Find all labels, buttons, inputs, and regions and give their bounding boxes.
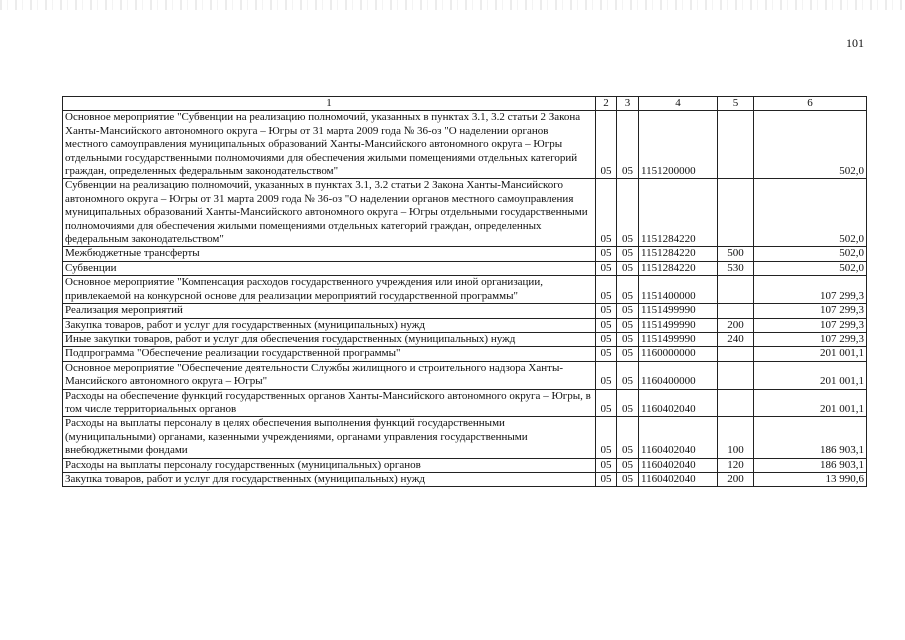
cell-expense-type: 100 xyxy=(718,417,754,458)
table-row xyxy=(63,417,867,458)
scan-noise-strip xyxy=(0,0,905,10)
cell-expense-type: 200 xyxy=(718,472,754,486)
cell-subsection: 05 xyxy=(617,458,639,472)
cell-section: 05 xyxy=(596,276,617,304)
cell-name: Реализация мероприятий xyxy=(63,304,596,318)
cell-amount: 502,0 xyxy=(754,261,867,275)
table-row xyxy=(63,318,867,332)
cell-section: 05 xyxy=(596,347,617,361)
table-row xyxy=(63,332,867,346)
cell-expense-type xyxy=(718,111,754,179)
table-row xyxy=(63,458,867,472)
header-col-6: 6 xyxy=(754,97,867,111)
table-body xyxy=(63,111,867,487)
table-row xyxy=(63,389,867,417)
cell-subsection: 05 xyxy=(617,318,639,332)
cell-name: Иные закупки товаров, работ и услуг для обеспечения государственных (муниципальных) нужд xyxy=(63,332,596,346)
cell-section: 05 xyxy=(596,179,617,247)
cell-amount: 201 001,1 xyxy=(754,361,867,389)
cell-subsection: 05 xyxy=(617,179,639,247)
cell-target-article: 1151400000 xyxy=(639,276,718,304)
cell-name: Основное мероприятие "Субвенции на реализацию полномочий, указанных в пунктах 3.1, 3.2 статьи 2 Закона Ханты-Мансийского автономного округа – Югры от 31 марта 2009 года № 36-оз "О наделении органов местного самоуправления муниципальных образований Ханты-Мансийского автономного округа – Югры отдельными государственными полномочиями для обеспечения жилыми помещениями отдельных категорий граждан, определенных федеральным законодательством" xyxy=(63,111,596,179)
cell-expense-type: 120 xyxy=(718,458,754,472)
cell-name: Подпрограмма "Обеспечение реализации государственной программы" xyxy=(63,347,596,361)
page-number: 101 xyxy=(846,36,864,50)
cell-amount: 502,0 xyxy=(754,179,867,247)
cell-name: Субвенции xyxy=(63,261,596,275)
table-row xyxy=(63,276,867,304)
cell-name: Расходы на выплаты персоналу государственных (муниципальных) органов xyxy=(63,458,596,472)
cell-section: 05 xyxy=(596,458,617,472)
cell-amount: 186 903,1 xyxy=(754,417,867,458)
header-col-1: 1 xyxy=(63,97,596,111)
cell-target-article: 1151499990 xyxy=(639,304,718,318)
cell-expense-type xyxy=(718,276,754,304)
cell-name: Основное мероприятие "Обеспечение деятельности Службы жилищного и строительного надзора Ханты-Мансийского автономного округа – Югры" xyxy=(63,361,596,389)
cell-target-article: 1151200000 xyxy=(639,111,718,179)
table-row xyxy=(63,361,867,389)
cell-section: 05 xyxy=(596,247,617,261)
cell-expense-type xyxy=(718,361,754,389)
cell-subsection: 05 xyxy=(617,417,639,458)
table-header xyxy=(63,97,867,111)
table-row xyxy=(63,304,867,318)
cell-target-article: 1160000000 xyxy=(639,347,718,361)
header-col-5: 5 xyxy=(718,97,754,111)
cell-subsection: 05 xyxy=(617,332,639,346)
cell-target-article: 1160402040 xyxy=(639,472,718,486)
cell-subsection: 05 xyxy=(617,347,639,361)
cell-amount: 186 903,1 xyxy=(754,458,867,472)
cell-section: 05 xyxy=(596,332,617,346)
cell-name: Закупка товаров, работ и услуг для государственных (муниципальных) нужд xyxy=(63,472,596,486)
cell-section: 05 xyxy=(596,304,617,318)
cell-target-article: 1151284220 xyxy=(639,179,718,247)
cell-section: 05 xyxy=(596,389,617,417)
cell-subsection: 05 xyxy=(617,247,639,261)
cell-name: Основное мероприятие "Компенсация расходов государственного учреждения или иной организации, привлекаемой на конкурсной основе для реализации мероприятий государственной программы" xyxy=(63,276,596,304)
cell-expense-type: 240 xyxy=(718,332,754,346)
cell-target-article: 1160400000 xyxy=(639,361,718,389)
cell-subsection: 05 xyxy=(617,261,639,275)
cell-amount: 13 990,6 xyxy=(754,472,867,486)
table-row xyxy=(63,347,867,361)
cell-name: Субвенции на реализацию полномочий, указанных в пунктах 3.1, 3.2 статьи 2 Закона Ханты-Мансийского автономного округа – Югры от 31 марта 2009 года № 36-оз "О наделении органов местного самоуправления муниципальных образований Ханты-Мансийского автономного округа – Югры отдельными государственными полномочиями для обеспечения жилыми помещениями отдельных категорий граждан, определенных федеральным законодательством" xyxy=(63,179,596,247)
cell-subsection: 05 xyxy=(617,472,639,486)
cell-section: 05 xyxy=(596,472,617,486)
cell-amount: 201 001,1 xyxy=(754,347,867,361)
cell-subsection: 05 xyxy=(617,276,639,304)
header-row xyxy=(63,97,867,111)
cell-target-article: 1151499990 xyxy=(639,332,718,346)
cell-target-article: 1160402040 xyxy=(639,458,718,472)
cell-section: 05 xyxy=(596,261,617,275)
cell-name: Расходы на обеспечение функций государственных органов Ханты-Мансийского автономного округа – Югры, в том числе территориальных органов xyxy=(63,389,596,417)
cell-subsection: 05 xyxy=(617,111,639,179)
cell-target-article: 1151499990 xyxy=(639,318,718,332)
cell-expense-type xyxy=(718,347,754,361)
cell-subsection: 05 xyxy=(617,361,639,389)
cell-expense-type xyxy=(718,304,754,318)
cell-section: 05 xyxy=(596,361,617,389)
cell-expense-type: 530 xyxy=(718,261,754,275)
table-row xyxy=(63,247,867,261)
table-row xyxy=(63,179,867,247)
cell-target-article: 1160402040 xyxy=(639,417,718,458)
cell-name: Межбюджетные трансферты xyxy=(63,247,596,261)
cell-amount: 107 299,3 xyxy=(754,276,867,304)
header-col-2: 2 xyxy=(596,97,617,111)
cell-section: 05 xyxy=(596,111,617,179)
cell-amount: 107 299,3 xyxy=(754,332,867,346)
header-col-3: 3 xyxy=(617,97,639,111)
cell-subsection: 05 xyxy=(617,304,639,318)
cell-subsection: 05 xyxy=(617,389,639,417)
cell-name: Закупка товаров, работ и услуг для государственных (муниципальных) нужд xyxy=(63,318,596,332)
cell-amount: 107 299,3 xyxy=(754,318,867,332)
cell-target-article: 1151284220 xyxy=(639,261,718,275)
cell-section: 05 xyxy=(596,417,617,458)
cell-amount: 107 299,3 xyxy=(754,304,867,318)
table-row xyxy=(63,472,867,486)
cell-name: Расходы на выплаты персоналу в целях обеспечения выполнения функций государственными (муниципальными) органами, казенными учреждениями, органами управления государственными внебюджетными фондами xyxy=(63,417,596,458)
cell-target-article: 1160402040 xyxy=(639,389,718,417)
cell-expense-type: 500 xyxy=(718,247,754,261)
table-row xyxy=(63,111,867,179)
table-row xyxy=(63,261,867,275)
cell-expense-type: 200 xyxy=(718,318,754,332)
cell-amount: 502,0 xyxy=(754,111,867,179)
cell-amount: 201 001,1 xyxy=(754,389,867,417)
cell-section: 05 xyxy=(596,318,617,332)
cell-target-article: 1151284220 xyxy=(639,247,718,261)
cell-expense-type xyxy=(718,179,754,247)
header-col-4: 4 xyxy=(639,97,718,111)
cell-amount: 502,0 xyxy=(754,247,867,261)
budget-table xyxy=(62,96,867,487)
cell-expense-type xyxy=(718,389,754,417)
